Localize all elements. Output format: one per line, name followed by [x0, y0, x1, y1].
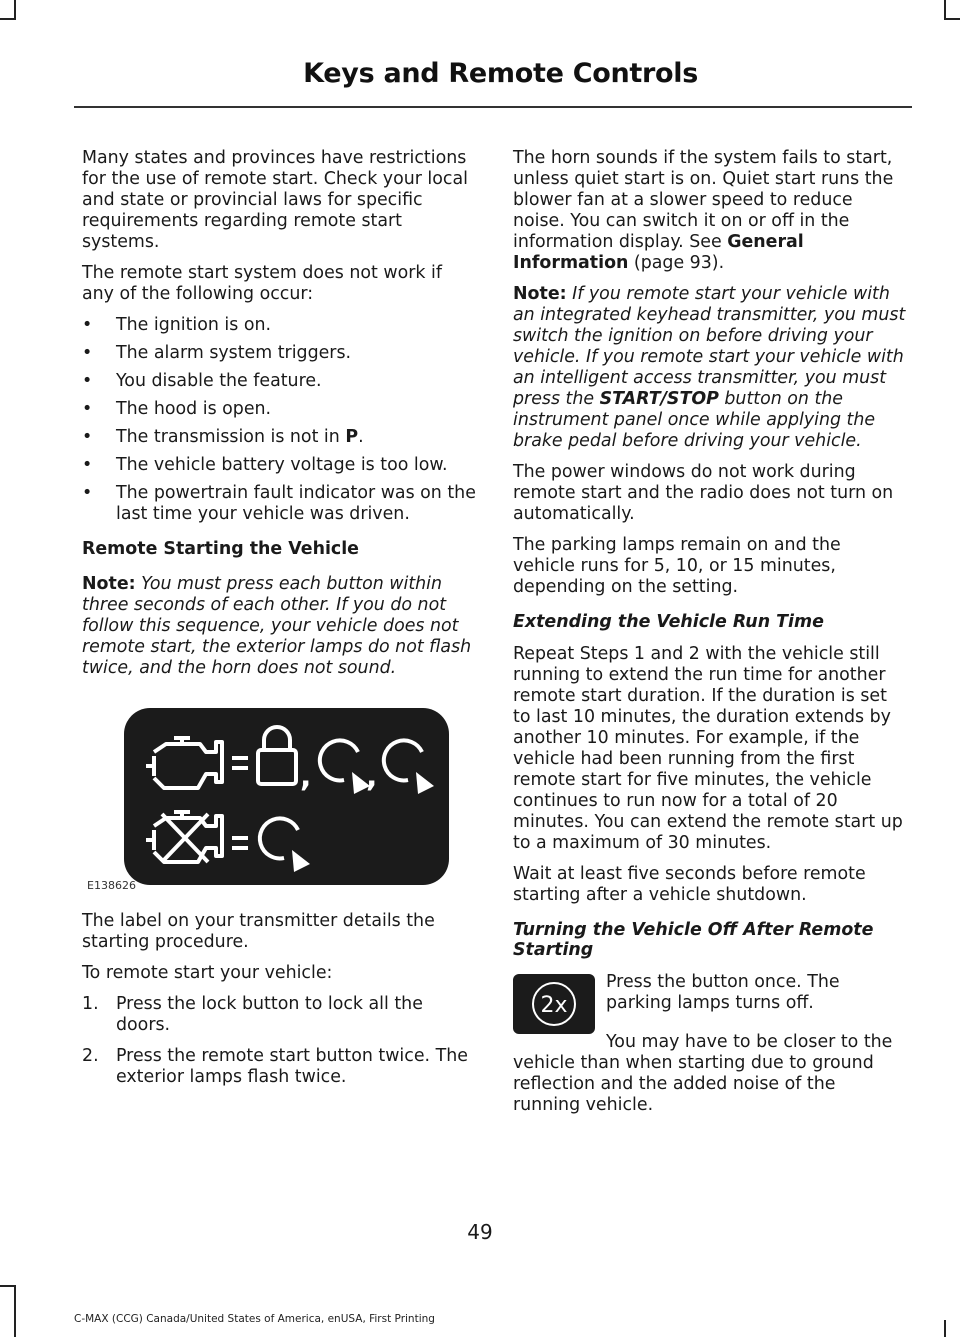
note: Note: If you remote start your vehicle with an integrated keyhead transmitter, you must switch the ignition on before driving your vehicle. If you remote start your vehicle with an intelligent access transmitter, you must press the START/STOP button on the instrument panel once while applying the brake pedal before driving your vehicle. [513, 284, 906, 451]
page-title: Keys and Remote Controls [303, 58, 698, 89]
paragraph: Press the button once. The parking lamps turns off. [606, 972, 840, 1013]
remote-start-label-icon [124, 708, 449, 885]
footer-text: C-MAX (CCG) Canada/United States of America, enUSA, First Printing [74, 1313, 435, 1325]
paragraph: The label on your transmitter details the starting procedure. [82, 911, 435, 952]
paragraph: Repeat Steps 1 and 2 with the vehicle still running to extend the run time for another remote start duration. If the duration is set to last 10 minutes, the duration extends by another 10 minutes. For example, if the vehicle had been running from the first remote start for five minutes, the vehicle continues to run now for a total of 20 minutes. You can extend the remote start up to a maximum of 30 minutes. [513, 644, 903, 853]
paragraph: The power windows do not work during remote start and the radio does not turn on automatically. [513, 462, 894, 524]
paragraph: The parking lamps remain on and the vehicle runs for 5, 10, or 15 minutes, depending on the setting. [513, 535, 841, 597]
list-item: • The ignition is on. [82, 315, 477, 336]
right-column [513, 148, 908, 1126]
paragraph: Wait at least five seconds before remote starting after a vehicle shutdown. [513, 864, 866, 905]
section-subheading: Extending the Vehicle Run Time [513, 612, 824, 632]
list-item: 1. Press the lock button to lock all the doors. [82, 994, 423, 1035]
remote-start-label-figure [82, 693, 477, 903]
crop-mark [14, 0, 16, 20]
section-subheading: Turning the Vehicle Off After Remote Starting [513, 920, 874, 960]
list-item: • The vehicle battery voltage is too low. [82, 455, 477, 476]
crop-mark [944, 0, 946, 20]
crop-mark [14, 1285, 16, 1337]
page-number: 49 [467, 1220, 493, 1244]
crop-mark [0, 1285, 16, 1287]
crop-mark [944, 18, 960, 20]
crop-mark [0, 18, 16, 20]
section-heading: Remote Starting the Vehicle [82, 539, 359, 559]
svg-text:2x: 2x [540, 993, 568, 1018]
figure-id: E138626 [87, 879, 136, 892]
list-item: • The alarm system triggers. [82, 343, 477, 364]
paragraph: To remote start your vehicle: [82, 963, 333, 983]
svg-text:,: , [300, 759, 312, 794]
list-item: • The transmission is not in P. [82, 427, 477, 448]
park-gear: P [345, 427, 359, 447]
header-divider [74, 106, 912, 108]
press-twice-icon [513, 974, 595, 1034]
crop-mark [944, 1320, 946, 1337]
steps-list [82, 994, 477, 1088]
list-item: • You disable the feature. [82, 371, 477, 392]
paragraph: The horn sounds if the system fails to start, unless quiet start is on. Quiet start runs the blower fan at a slower speed to reduce noise. You can switch it on or off in the information display. See General Information (page 93). [513, 148, 894, 273]
list-item: • The powertrain fault indicator was on the last time your vehicle was driven. [82, 483, 477, 525]
list-item: • The hood is open. [82, 399, 477, 420]
svg-text:,: , [366, 759, 378, 794]
note: Note: You must press each button within three seconds of each other. If you do not follow this sequence, your vehicle does not remote start, the exterior lamps do not flash twice, and the horn does not sound. [82, 574, 472, 678]
cross-reference-link[interactable]: General Information [513, 232, 804, 273]
conditions-list [82, 315, 477, 525]
press-twice-block [513, 972, 908, 1032]
paragraph: You may have to be closer to the vehicle than when starting due to ground reflection and the added noise of the running vehicle. [513, 1032, 893, 1115]
left-column [82, 148, 477, 1098]
list-item: 2. Press the remote start button twice. The exterior lamps flash twice. [82, 1046, 468, 1087]
paragraph: The remote start system does not work if any of the following occur: [82, 263, 442, 304]
paragraph: Many states and provinces have restrictions for the use of remote start. Check your local and state or provincial laws for specific requirements regarding remote start systems. [82, 148, 468, 252]
